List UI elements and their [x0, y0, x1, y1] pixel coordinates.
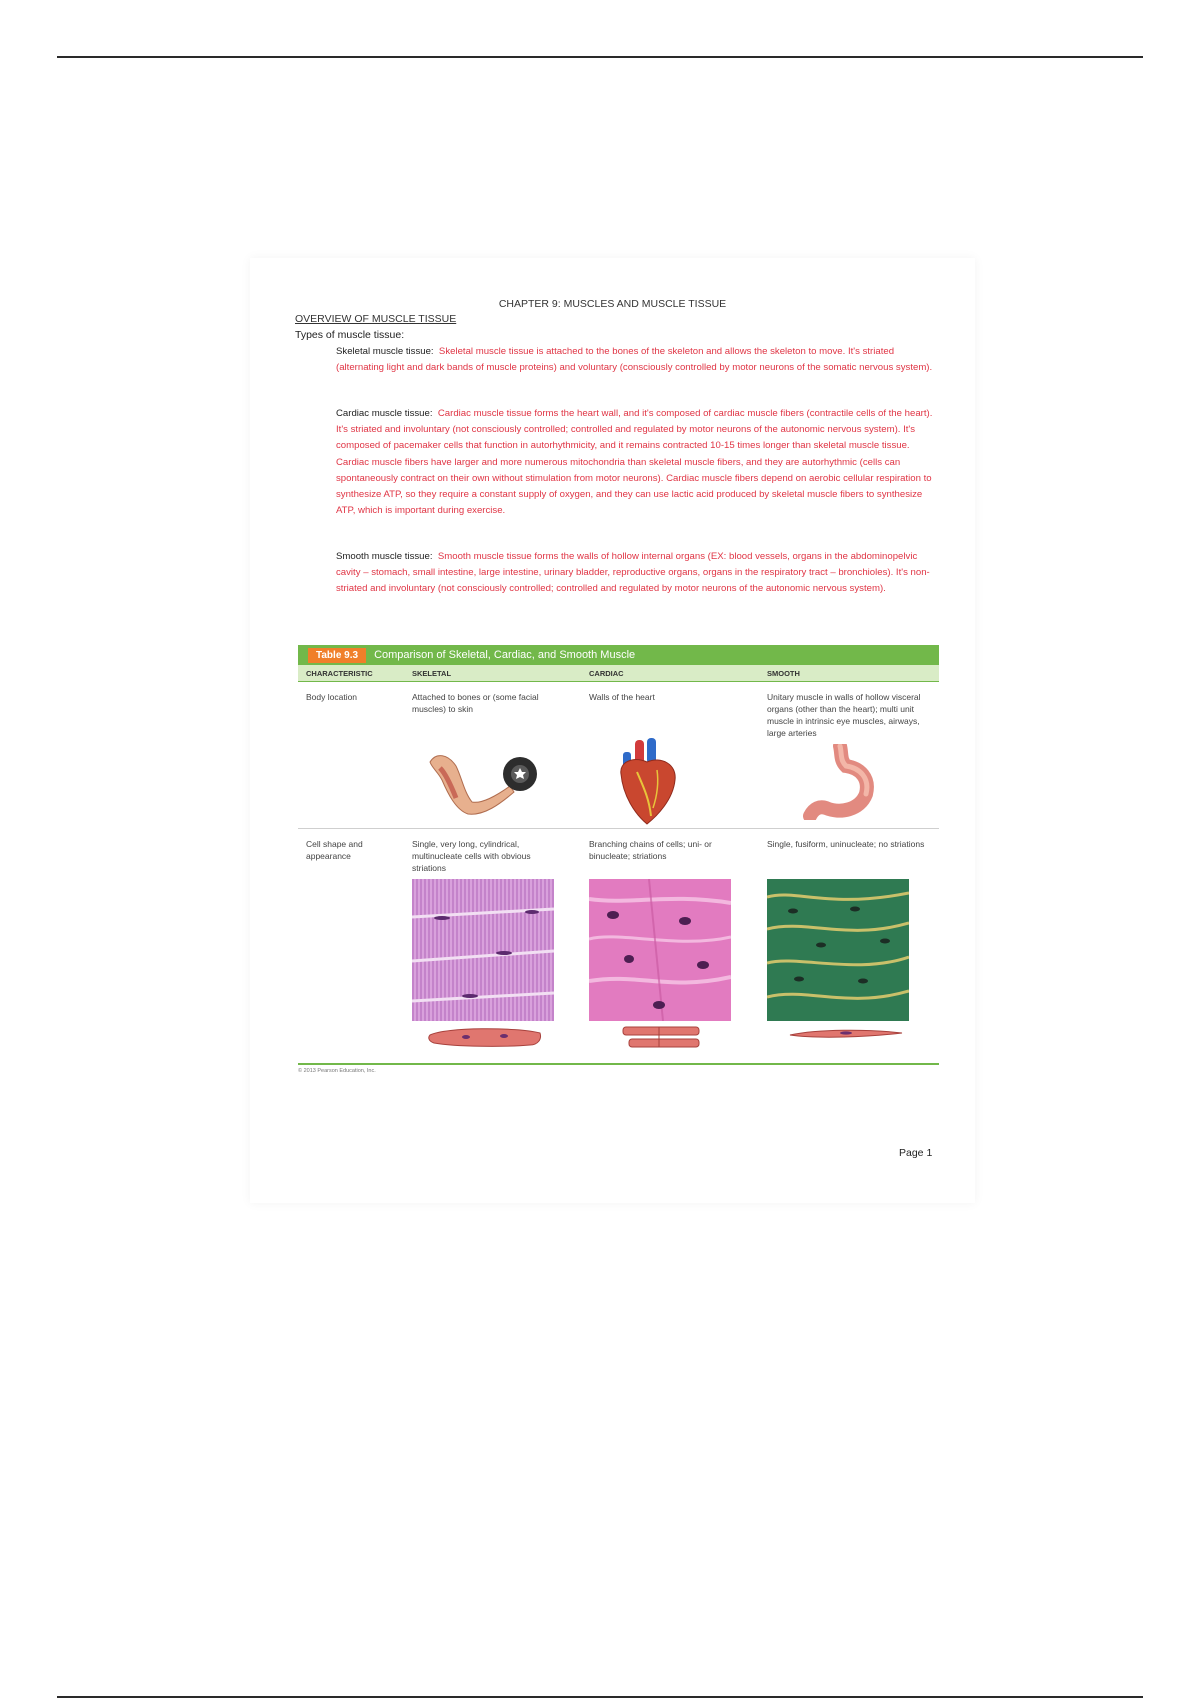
- paragraph-lead: Cardiac muscle tissue:: [336, 408, 433, 419]
- cardiac-cell-illustration: [619, 1025, 705, 1051]
- paragraph-text: Cardiac muscle tissue forms the heart wall, and it's composed of cardiac muscle fibers (contractile cells of the heart). It's striated and involuntary (not consciously controlled; controlled and regulated by motor neurons of the autonomic nervous system). It's composed of pacemaker cells that function in autorhythmicity, and it remains contracted 10-15 times longer than skeletal muscle tissue. Cardiac muscle fibers have larger and more numerous mitochondria than skeletal muscle fibers, and they are autorhythmic (cells can spontaneously contract on their own without stimulation from motor neurons). Cardiac muscle fibers depend on aerobic cellular respiration to synthesize ATP, so they require a constant supply of oxygen, and they can use lactic acid produced by skeletal muscle fibers to synthesize ATP, which is important during exercise.: [336, 408, 933, 517]
- table-cell: Single, fusiform, uninucleate; no striations: [767, 839, 925, 849]
- paragraph-lead: Smooth muscle tissue:: [336, 551, 433, 562]
- chapter-title: CHAPTER 9: MUSCLES AND MUSCLE TISSUE: [498, 298, 727, 310]
- table-cell: Branching chains of cells; uni- or binucleate; striations: [589, 839, 712, 861]
- skeletal-cell-illustration: [426, 1025, 544, 1049]
- table-row: [298, 829, 939, 1065]
- smooth-cell-illustration: [788, 1025, 904, 1041]
- heart-illustration: [613, 738, 683, 826]
- paragraph-text: Smooth muscle tissue forms the walls of hollow internal organs (EX: blood vessels, organs in the abdominopelvic cavity – stomach, small intestine, large intestine, urinary bladder, reproductive organs, organs in the respiratory tract – bronchioles). It's non-striated and involuntary (not consciously controlled; controlled and regulated by motor neurons of the autonomic nervous system).: [336, 551, 930, 595]
- table-title: Comparison of Skeletal, Cardiac, and Smooth Muscle: [374, 649, 636, 661]
- paragraph-text: Skeletal muscle tissue is attached to the bones of the skeleton and allows the skeleton to move. It's striated (alternating light and dark bands of muscle proteins) and voluntary (consciously controlled by motor neurons of the somatic nervous system).: [336, 346, 933, 374]
- table-cell: Body location: [306, 692, 358, 702]
- cardiac-micrograph: [589, 879, 731, 1021]
- table-cell: Attached to bones or (some facial muscles) to skin: [412, 692, 539, 714]
- table-credit: © 2013 Pearson Education, Inc.: [298, 1068, 376, 1074]
- paragraph-lead: Skeletal muscle tissue:: [336, 346, 434, 357]
- types-label: Types of muscle tissue:: [295, 329, 405, 341]
- skeletal-micrograph: [412, 879, 554, 1021]
- stomach-illustration: [800, 744, 880, 820]
- table-cell: Unitary muscle in walls of hollow visceral organs (other than the heart); multi unit muscle in intrinsic eye muscles, airways, large arteries: [767, 692, 921, 738]
- column-header: CHARACTERISTIC: [306, 669, 373, 678]
- paragraph-cardiac: [336, 406, 936, 519]
- table-cell: Walls of the heart: [589, 692, 655, 702]
- smooth-micrograph: [767, 879, 909, 1021]
- top-rule: [57, 56, 1143, 58]
- table-column-headers: [298, 665, 939, 682]
- page-number: Page 1: [899, 1147, 933, 1159]
- table-row: [298, 682, 939, 829]
- column-header: CARDIAC: [589, 669, 624, 678]
- section-title: OVERVIEW OF MUSCLE TISSUE: [295, 313, 457, 325]
- document-page: [250, 258, 975, 1203]
- bottom-rule: [57, 1696, 1143, 1698]
- table-tag: Table 9.3: [308, 648, 366, 663]
- column-header: SKELETAL: [412, 669, 452, 678]
- paragraph-smooth: [336, 549, 936, 598]
- column-header: SMOOTH: [767, 669, 800, 678]
- table-header: [298, 645, 939, 665]
- table-cell: Single, very long, cylindrical, multinucleate cells with obvious striations: [412, 839, 531, 873]
- paragraph-skeletal: [336, 344, 936, 376]
- table-cell: Cell shape and appearance: [306, 839, 363, 861]
- arm-dumbbell-illustration: [426, 744, 538, 820]
- comparison-table: [298, 645, 939, 1065]
